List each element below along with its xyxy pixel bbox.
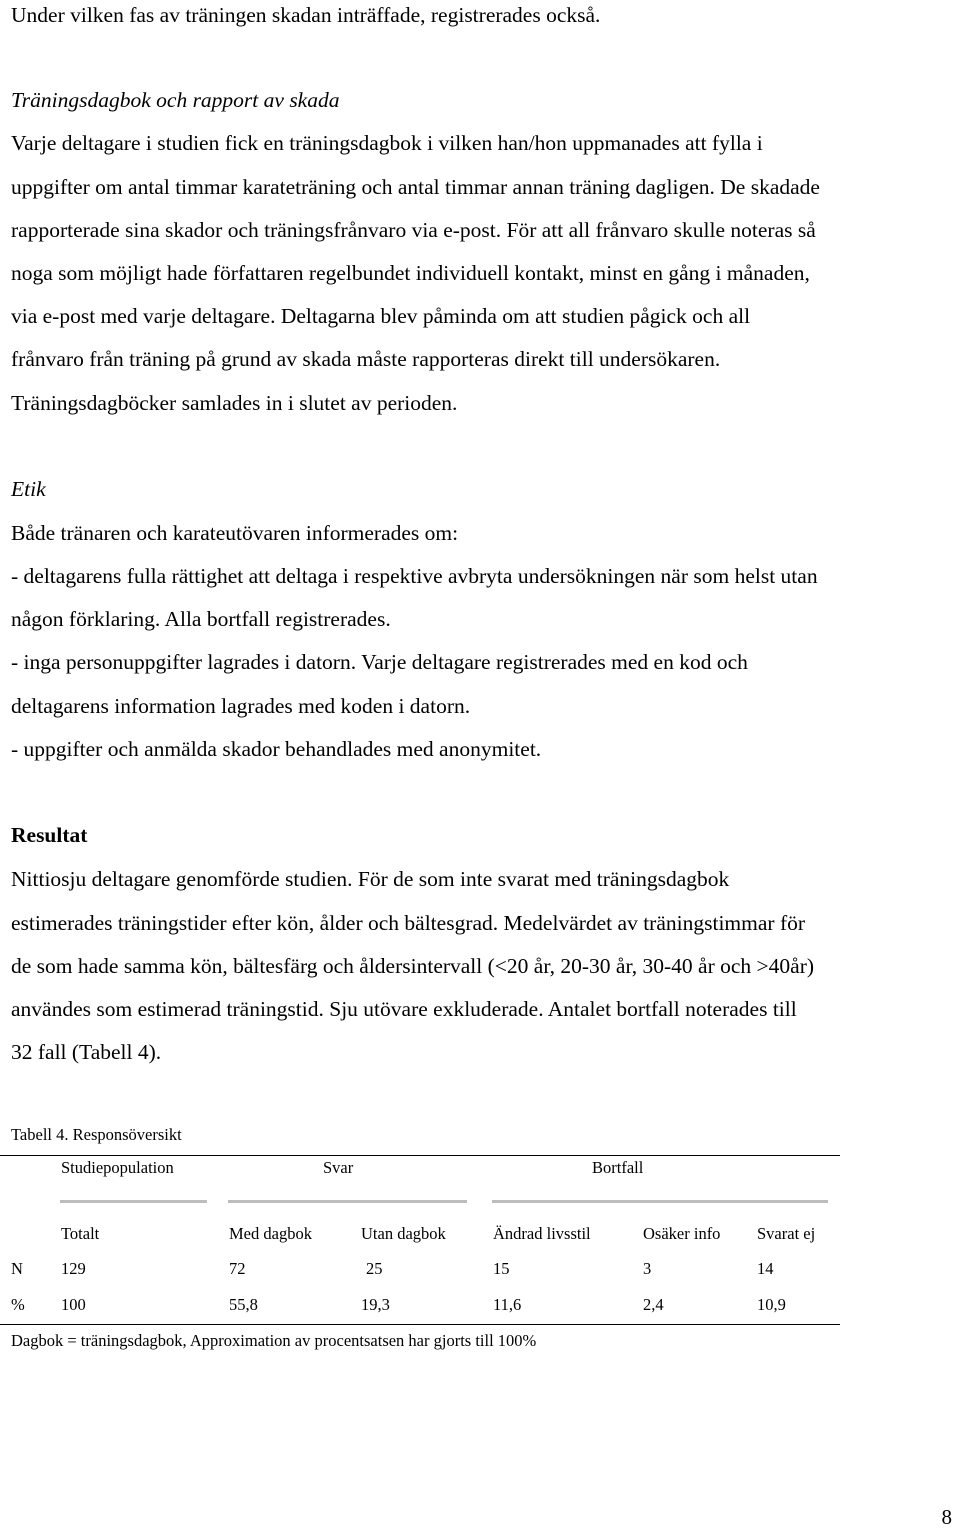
ethics-paragraph-line: Både tränaren och karateutövaren informerades om: (11, 521, 459, 545)
column-header: Ändrad livsstil (493, 1224, 591, 1243)
results-paragraph-line: användes som estimerad träningstid. Sju utövare exkluderade. Antalet bortfall noterades till (11, 997, 797, 1021)
table-cell: 72 (229, 1259, 246, 1278)
diary-paragraph-line: via e-post med varje deltagare. Deltagarna blev påminda om att studien pågick och all (11, 304, 751, 328)
column-header: Utan dagbok (361, 1224, 446, 1243)
diary-paragraph-line: Träningsdagböcker samlades in i slutet av perioden. (11, 391, 458, 415)
table-top-rule (0, 1155, 840, 1156)
ethics-paragraph-line: - inga personuppgifter lagrades i datorn. Varje deltagare registrerades med en kod och (11, 650, 748, 674)
table-cell: 14 (757, 1259, 774, 1278)
row-label: % (11, 1295, 25, 1314)
page-number: 8 (941, 1505, 952, 1529)
ethics-heading: Etik (11, 477, 46, 501)
results-paragraph-line: de som hade samma kön, bältesfärg och åldersintervall (<20 år, 20-30 år, 30-40 år och >40år) (11, 954, 815, 978)
table-cell: 55,8 (229, 1295, 258, 1314)
table-bottom-rule (0, 1324, 840, 1325)
ethics-paragraph-line: - deltagarens fulla rättighet att deltaga i respektive avbryta undersökningen när som helst utan (11, 564, 818, 588)
results-paragraph-line: 32 fall (Tabell 4). (11, 1040, 162, 1064)
table-cell: 129 (61, 1259, 86, 1278)
group-underline-population (60, 1200, 207, 1203)
results-heading: Resultat (11, 823, 88, 847)
diary-heading: Träningsdagbok och rapport av skada (11, 88, 340, 112)
results-paragraph-line: estimerades träningstider efter kön, ålder och bältesgrad. Medelvärdet av träningstimmar för (11, 911, 806, 935)
diary-paragraph-line: uppgifter om antal timmar karateträning och antal timmar annan träning dagligen. De skadade (11, 175, 820, 199)
table-caption: Tabell 4. Responsöversikt (11, 1125, 182, 1144)
ethics-paragraph-line: deltagarens information lagrades med koden i datorn. (11, 694, 471, 718)
column-header: Totalt (61, 1224, 100, 1243)
table-cell: 3 (643, 1259, 652, 1278)
group-underline-answer (228, 1200, 467, 1203)
table-cell: 25 (366, 1259, 383, 1278)
results-paragraph-line: Nittiosju deltagare genomförde studien. För de som inte svarat med träningsdagbok (11, 867, 730, 891)
diary-paragraph-line: frånvaro från träning på grund av skada måste rapporteras direkt till undersökaren. (11, 347, 721, 371)
column-header: Osäker info (643, 1224, 721, 1243)
ethics-paragraph-line: någon förklaring. Alla bortfall registrerades. (11, 607, 391, 631)
diary-paragraph-line: rapporterade sina skador och träningsfrånvaro via e-post. För att all frånvaro skulle noteras så (11, 218, 816, 242)
table-cell: 15 (493, 1259, 510, 1278)
intro-line: Under vilken fas av träningen skadan inträffade, registrerades också. (11, 3, 601, 27)
table-cell: 11,6 (493, 1295, 522, 1314)
table-cell: 100 (61, 1295, 86, 1314)
ethics-paragraph-line: - uppgifter och anmälda skador behandlades med anonymitet. (11, 737, 542, 761)
group-underline-dropout (492, 1200, 828, 1203)
column-header: Svarat ej (757, 1224, 816, 1243)
table-cell: 2,4 (643, 1295, 664, 1314)
table-cell: 10,9 (757, 1295, 786, 1314)
group-header-answer: Svar (323, 1158, 354, 1177)
row-label: N (11, 1259, 23, 1278)
table-cell: 19,3 (361, 1295, 390, 1314)
column-header: Med dagbok (229, 1224, 312, 1243)
group-header-population: Studiepopulation (61, 1158, 174, 1177)
diary-paragraph-line: noga som möjligt hade författaren regelbundet individuell kontakt, minst en gång i månaden, (11, 261, 810, 285)
table-footnote: Dagbok = träningsdagbok, Approximation av procentsatsen har gjorts till 100% (11, 1331, 537, 1350)
group-header-dropout: Bortfall (592, 1158, 644, 1177)
diary-paragraph-line: Varje deltagare i studien fick en träningsdagbok i vilken han/hon uppmanades att fylla i (11, 131, 763, 155)
